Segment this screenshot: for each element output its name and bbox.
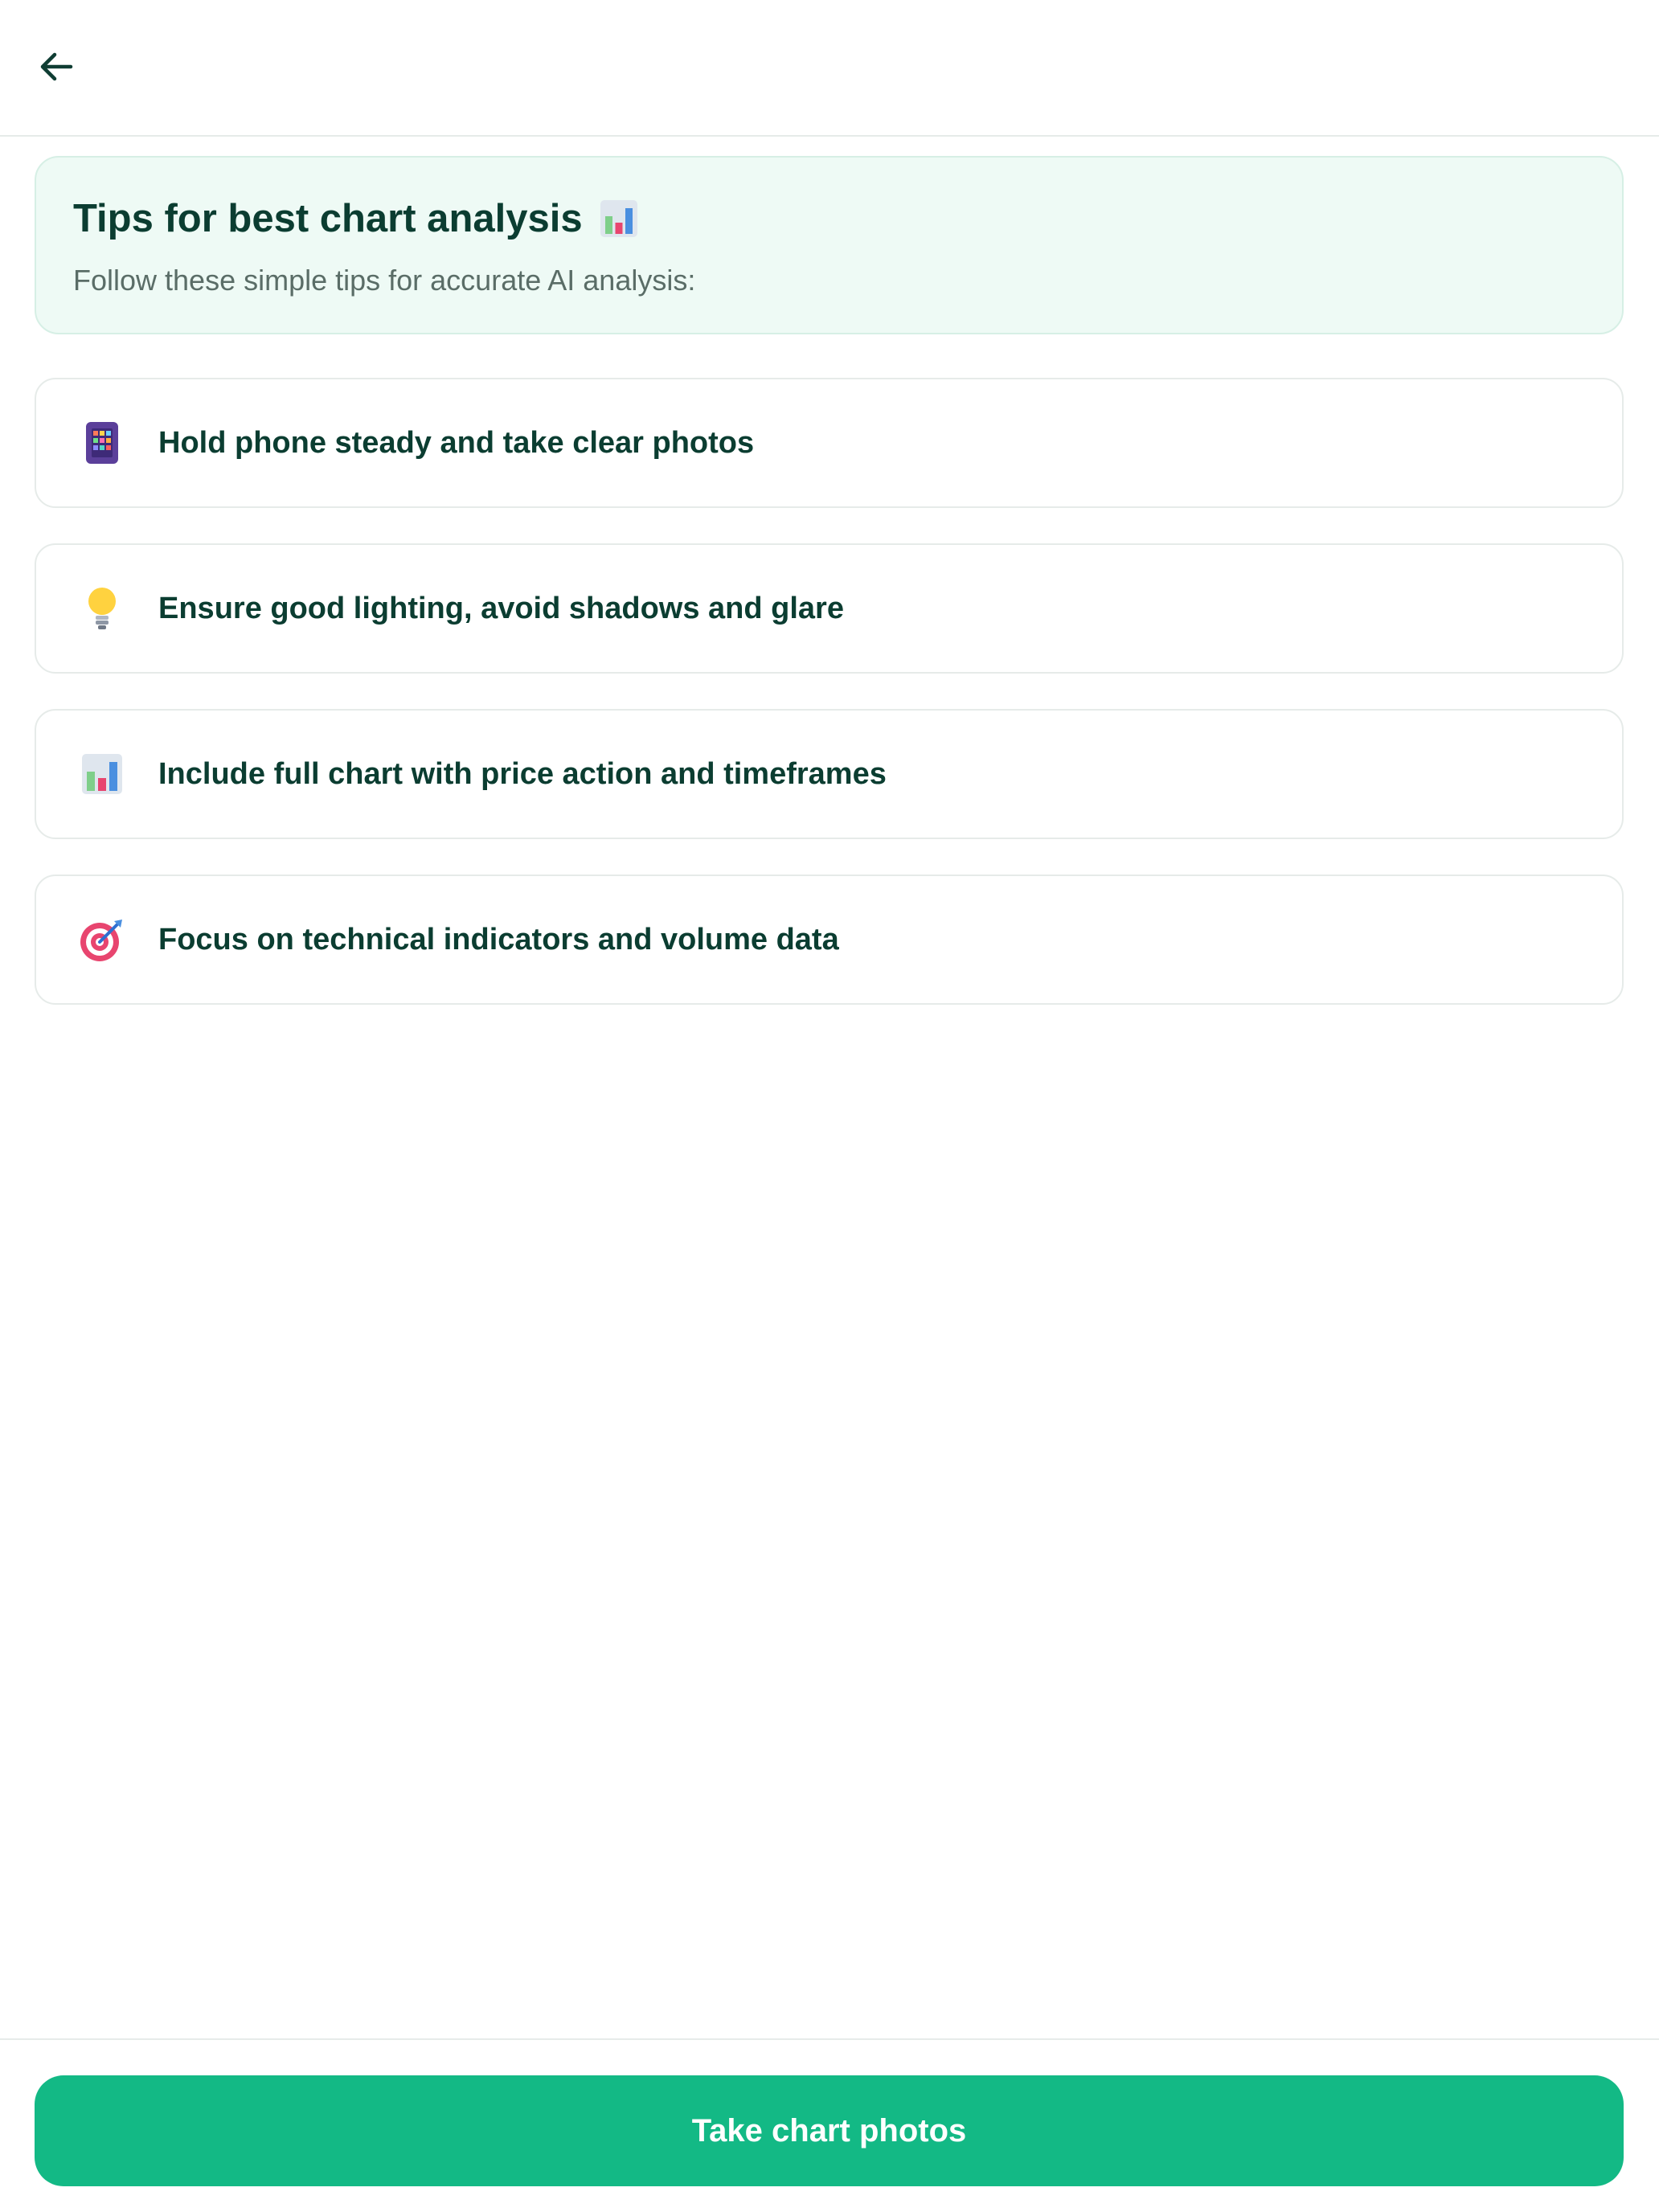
tip-label: Focus on technical indicators and volume data	[158, 922, 839, 956]
tip-label: Include full chart with price action and timeframes	[158, 756, 887, 791]
target-icon	[78, 916, 126, 964]
tip-label: Ensure good lighting, avoid shadows and glare	[158, 591, 844, 625]
tip-card-lighting	[35, 543, 1624, 674]
back-button[interactable]	[24, 36, 88, 100]
page-title-text: Tips for best chart analysis	[73, 197, 583, 240]
take-chart-photos-button[interactable]: Take chart photos	[35, 2075, 1624, 2186]
tip-card-indicators	[35, 875, 1624, 1005]
footer-divider	[0, 2038, 1659, 2040]
tip-card-steady-phone	[35, 378, 1624, 508]
page-subtitle: Follow these simple tips for accurate AI analysis:	[73, 264, 696, 297]
bar-chart-icon	[78, 750, 126, 798]
lightbulb-icon	[78, 584, 126, 633]
phone-icon	[78, 419, 126, 467]
tip-label: Hold phone steady and take clear photos	[158, 425, 755, 460]
tip-card-full-chart	[35, 709, 1624, 839]
top-bar	[0, 0, 1659, 137]
tips-intro-card	[35, 156, 1624, 334]
arrow-left-icon	[35, 46, 77, 92]
bar-chart-icon	[599, 199, 639, 239]
page-title	[73, 196, 639, 241]
